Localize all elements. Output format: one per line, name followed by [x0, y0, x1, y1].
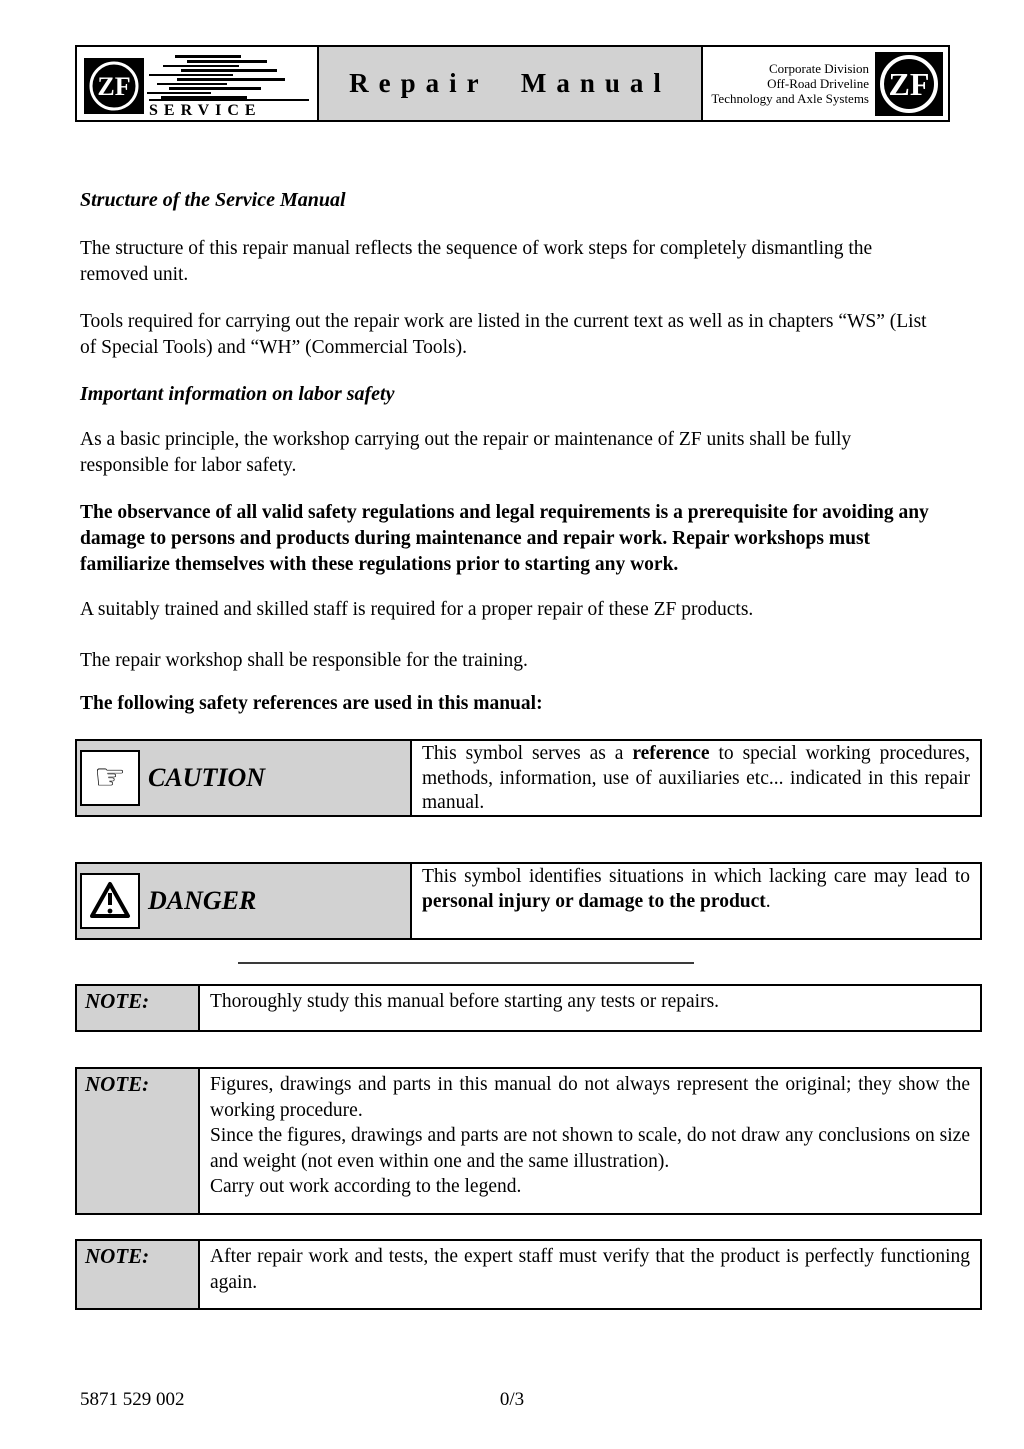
division-line-3: Technology and Axle Systems	[711, 91, 869, 106]
paragraph-tools: Tools required for carrying out the repair work are listed in the current text as well as in chapters “WS” (List of Special Tools) and “WH” (Commercial Tools).	[80, 311, 927, 358]
section-divider-line	[238, 962, 694, 964]
paragraph-training-responsibility: The repair workshop shall be responsible for the training.	[80, 650, 528, 671]
caution-label-cell	[77, 741, 412, 815]
zf-logo-icon	[875, 52, 943, 116]
header-banner	[75, 45, 950, 122]
header-left-cell	[77, 47, 317, 120]
paragraph-trained-staff: A suitably trained and skilled staff is required for a proper repair of these ZF products.	[80, 599, 754, 620]
zf-corporate-logo	[875, 52, 943, 116]
note-box-2	[75, 1067, 982, 1215]
danger-text	[412, 864, 980, 938]
service-wordmark: SERVICE	[149, 99, 309, 120]
caution-label: CAUTION	[148, 763, 266, 792]
note-2-label: NOTE:	[77, 1069, 200, 1213]
danger-text-after: .	[765, 890, 771, 912]
note-1-paragraph: Thoroughly study this manual before starting any tests or repairs.	[210, 991, 720, 1012]
note-3-paragraph: After repair work and tests, the expert staff must verify that the product is perfectly functioning again.	[210, 1246, 970, 1293]
paragraph-structure: The structure of this repair manual reflects the sequence of work steps for completely dismantling the removed unit.	[80, 238, 873, 285]
division-text	[711, 61, 869, 106]
svg-text:ZF: ZF	[97, 72, 131, 101]
division-line-2: Off-Road Driveline	[767, 76, 869, 91]
danger-label-cell	[77, 864, 412, 938]
caution-text-after: to special working procedures, methods, information, use of auxiliaries etc... indicated in this repair manual.	[422, 743, 970, 813]
note-2-paragraph-3: Carry out work according to the legend.	[210, 1176, 522, 1197]
speed-lines-graphic	[147, 55, 307, 99]
danger-text-before: This symbol identifies situations in which lacking care may lead to	[422, 866, 970, 887]
header-title-cell	[317, 47, 703, 120]
svg-text:ZF: ZF	[888, 65, 930, 102]
danger-icon-frame	[80, 873, 140, 929]
heading-safety-references: The following safety references are used in this manual:	[80, 693, 543, 714]
document-number: 5871 529 002	[80, 1389, 185, 1410]
danger-text-bold: personal injury or damage to the product	[422, 890, 766, 912]
warning-triangle-icon	[88, 880, 132, 922]
note-3-text	[200, 1241, 980, 1308]
caution-icon-frame	[80, 750, 140, 806]
danger-label: DANGER	[148, 886, 257, 915]
note-2-text	[200, 1069, 980, 1213]
note-3-label: NOTE:	[77, 1241, 200, 1308]
division-line-1: Corporate Division	[768, 61, 869, 76]
note-1-text	[200, 986, 980, 1030]
pointing-hand-icon: ☞	[93, 757, 127, 798]
caution-text-bold: reference	[632, 743, 710, 764]
note-2-paragraph-1: Figures, drawings and parts in this manual do not always represent the original; they show the working procedure.	[210, 1074, 970, 1121]
section-heading-structure: Structure of the Service Manual	[80, 189, 346, 211]
zf-logo-icon	[84, 58, 144, 114]
caution-box	[75, 739, 982, 817]
note-box-1	[75, 984, 982, 1032]
zf-service-logo	[84, 58, 144, 114]
page-number: 0/3	[499, 1389, 525, 1410]
note-2-paragraph-2: Since the figures, drawings and parts are not shown to scale, do not draw any conclusions on size and weight (not even within one and the same illustration).	[210, 1125, 970, 1172]
note-box-3	[75, 1239, 982, 1310]
caution-text-before: This symbol serves as a	[422, 743, 633, 764]
danger-box	[75, 862, 982, 940]
paragraph-observance-bold: The observance of all valid safety regulations and legal requirements is a prerequisite for avoiding any damage to persons and products during maintenance and repair work. Repair workshops must familiarize themselves with these regulations prior to starting any work.	[80, 502, 929, 575]
caution-text	[412, 741, 980, 815]
header-right-cell	[703, 47, 948, 120]
paragraph-basic-principle: As a basic principle, the workshop carrying out the repair or maintenance of ZF units shall be fully responsible for labor safety.	[80, 429, 852, 476]
note-1-label: NOTE:	[77, 986, 200, 1030]
page-title: Repair Manual	[349, 68, 671, 98]
section-heading-labor-safety: Important information on labor safety	[80, 383, 395, 405]
